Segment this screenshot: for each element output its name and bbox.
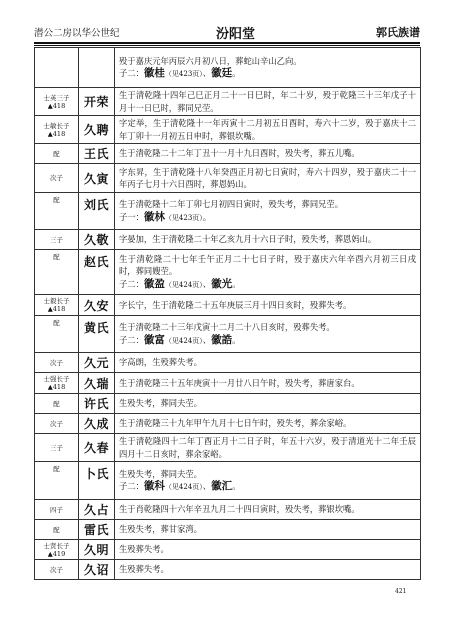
relation-cell xyxy=(35,373,79,394)
child-name: 徽光 xyxy=(211,277,233,290)
table-row xyxy=(35,295,421,316)
table-row xyxy=(35,144,421,164)
relation-label: 配 xyxy=(53,399,60,408)
children-prefix: 子二： xyxy=(119,68,144,78)
biography-text: 生于清乾隆二十二年丁丑十一月十九日酉时，殁失考，葬五儿嘴。 xyxy=(119,148,360,159)
relation-label: 士强长子 xyxy=(43,375,70,383)
relation-label: 次子 xyxy=(50,174,63,182)
biography-cell xyxy=(115,295,421,316)
child-name: 徽桂 xyxy=(143,67,165,79)
table-row xyxy=(35,462,421,500)
header-left: 潜公二房以华公世纪 xyxy=(34,28,120,39)
table-row xyxy=(35,164,421,193)
biography-text: 生于肖乾隆四十六年辛丑九月二十四日寅时，殁失考，葬银坎嘴。 xyxy=(119,504,360,515)
table-row xyxy=(35,373,421,394)
relation-cell xyxy=(35,520,79,540)
biography-text: 生殁葬失考。 xyxy=(119,564,169,575)
generation-ref: ▲419 xyxy=(47,549,66,558)
biography-text: 生于清乾隆十二年丁卯七月初四日寅时，殁失考，葬同兄茔。 xyxy=(119,199,344,209)
person-name: 卜氏 xyxy=(79,462,115,500)
biography-cell xyxy=(115,88,421,116)
page-reference: （见424页） xyxy=(164,483,203,491)
biography-text: 生于清乾隆十四年己巳正月二十一日巳时，年二十岁，殁于乾隆三十三年戊子十月十一日巳时，葬同兄茔。 xyxy=(119,90,416,113)
biography-text: 生于清乾隆四十二年丁酉正月十二日子时，年五十六岁，殁于清道光十二年壬辰四月十二日亥时，葬余家峪。 xyxy=(119,436,416,459)
person-name: 久明 xyxy=(79,540,115,560)
table-row xyxy=(35,250,421,295)
genealogy-table xyxy=(34,47,421,580)
child-name: 徽廷 xyxy=(211,67,233,79)
generation-ref: ▲418 xyxy=(47,305,66,313)
biography-text: 字高朗，生殁葬失考。 xyxy=(119,357,202,368)
children-separator: 、 xyxy=(202,481,212,491)
header-right: 郭氏族谱 xyxy=(376,26,420,39)
biography-text: 殁于嘉庆元年丙辰六月初八日，葬蛇山辛山乙向。 xyxy=(119,55,302,66)
children-separator: 、 xyxy=(202,68,212,78)
biography-text: 生殁失考，葬同夫茔。 xyxy=(119,398,202,409)
biography-cell xyxy=(115,560,421,580)
biography-cell xyxy=(115,144,421,164)
biography-text: 生于清乾隆二十七年壬午正月二十七日子时，殁于嘉庆六年辛酉六月初三日戌时，葬同嫂茔。 xyxy=(119,253,416,277)
table-row xyxy=(35,48,421,88)
relation-cell xyxy=(35,295,79,316)
biography-cell xyxy=(115,193,421,230)
biography-cell xyxy=(115,373,421,394)
person-name: 开荣 xyxy=(79,88,115,116)
page-number: 421 xyxy=(395,588,407,595)
relation-cell xyxy=(35,193,79,230)
children-line xyxy=(119,67,416,81)
relation-label: 士英三子 xyxy=(43,93,70,102)
relation-label: 次子 xyxy=(50,565,63,574)
page-reference: （见424页） xyxy=(164,336,203,345)
child-name: 徽盈 xyxy=(143,277,165,290)
relation-label: 配 xyxy=(53,319,60,327)
table-row xyxy=(35,540,421,560)
table-row xyxy=(35,434,421,462)
table-row xyxy=(35,193,421,230)
children-separator: 、 xyxy=(202,334,212,345)
person-name: 赵氏 xyxy=(79,250,115,295)
generation-ref: ▲418 xyxy=(47,101,66,110)
generation-ref: ▲418 xyxy=(47,383,66,391)
biography-cell xyxy=(115,353,421,373)
table-row xyxy=(35,353,421,373)
relation-cell xyxy=(35,116,79,144)
biography-cell xyxy=(115,414,421,434)
biography-cell xyxy=(115,462,421,500)
table-row xyxy=(35,88,421,116)
relation-cell xyxy=(35,500,79,520)
children-prefix: 子一： xyxy=(119,211,144,222)
person-name: 久诏 xyxy=(79,560,115,580)
person-name xyxy=(79,48,115,88)
children-prefix: 子二： xyxy=(119,481,144,491)
relation-label: 次子 xyxy=(50,419,63,428)
relation-cell xyxy=(35,164,79,193)
relation-cell xyxy=(35,316,79,353)
biography-text: 字东昇，生于清乾隆十八年癸酉正月初七日寅时，寿六十四岁，殁于嘉庆二十一年丙子七月十六日酉时，葬恩妈山。 xyxy=(119,166,416,189)
table-row xyxy=(35,316,421,353)
relation-cell xyxy=(35,250,79,295)
children-prefix: 子二： xyxy=(119,278,144,289)
children-end: 。 xyxy=(232,278,241,289)
child-name: 徽科 xyxy=(143,480,165,492)
relation-cell xyxy=(35,540,79,560)
relation-cell xyxy=(35,394,79,414)
page-reference: （见423页） xyxy=(164,213,203,222)
person-name: 久安 xyxy=(79,295,115,316)
table-row xyxy=(35,116,421,144)
children-separator: 、 xyxy=(202,278,212,289)
table-row xyxy=(35,500,421,520)
relation-label: 配 xyxy=(53,149,60,158)
person-name: 王氏 xyxy=(79,144,115,164)
biography-cell xyxy=(115,250,421,295)
relation-label: 三子 xyxy=(50,235,63,244)
page-reference: （见423页） xyxy=(164,70,203,78)
relation-label: 次子 xyxy=(50,358,63,367)
children-prefix: 子二： xyxy=(119,334,144,345)
child-name: 徽林 xyxy=(143,210,165,223)
biography-text: 生于清乾隆三十九年甲午九月十七日午时，殁失考，葬余家峪。 xyxy=(119,418,352,429)
biography-text: 字长宁，生于清乾隆二十五年庚辰三月十四日亥时，殁葬失考。 xyxy=(119,299,352,310)
relation-label: 配 xyxy=(53,253,60,261)
relation-label: 三子 xyxy=(50,443,63,452)
person-name: 许氏 xyxy=(79,394,115,414)
relation-label: 士毅长子 xyxy=(43,297,70,305)
relation-cell xyxy=(35,434,79,462)
children-end: 。 xyxy=(202,211,212,222)
person-name: 久占 xyxy=(79,500,115,520)
biography-cell xyxy=(115,540,421,560)
biography-text: 生殁失考，葬甘家湾。 xyxy=(119,524,202,535)
biography-text: 生于清乾隆二十三年戊寅十二月二十八日亥时，殁葬失考。 xyxy=(119,322,335,332)
biography-text: 生殁葬失考。 xyxy=(119,544,169,555)
biography-text: 生殁失考，葬同夫茔。 xyxy=(119,468,202,479)
relation-label: 配 xyxy=(53,525,60,534)
biography-text: 字晏加，生于清乾隆二十年乙亥九月十六日子时，殁失考，葬恩妈山。 xyxy=(119,234,377,245)
biography-cell xyxy=(115,164,421,193)
biography-cell xyxy=(115,48,421,88)
biography-cell xyxy=(115,434,421,462)
table-row xyxy=(35,414,421,434)
table-row xyxy=(35,230,421,250)
biography-cell xyxy=(115,116,421,144)
relation-cell xyxy=(35,48,79,88)
header-center: 汾阳堂 xyxy=(216,27,256,42)
relation-cell xyxy=(35,353,79,373)
person-name: 久成 xyxy=(79,414,115,434)
person-name: 雷氏 xyxy=(79,520,115,540)
relation-label: 配 xyxy=(53,196,60,204)
header-rule-thin xyxy=(34,45,420,46)
person-name: 久元 xyxy=(79,353,115,373)
child-name: 徽汇 xyxy=(211,480,233,492)
biography-text: 生于清乾隆三十五年庚寅十一月廿八日午时，殁失考，葬唐家台。 xyxy=(119,377,360,388)
person-name: 久聘 xyxy=(79,116,115,144)
relation-cell xyxy=(35,462,79,500)
person-name: 刘氏 xyxy=(79,193,115,230)
children-line xyxy=(119,480,416,494)
relation-label: 四子 xyxy=(50,505,63,514)
child-name: 徽富 xyxy=(143,333,165,346)
relation-label: 士敏长子 xyxy=(43,121,70,130)
generation-ref: ▲418 xyxy=(47,129,66,138)
table-row xyxy=(35,520,421,540)
relation-cell xyxy=(35,144,79,164)
person-name: 黄氏 xyxy=(79,316,115,353)
table-row xyxy=(35,560,421,580)
relation-cell xyxy=(35,230,79,250)
header-rule xyxy=(34,42,420,44)
relation-cell xyxy=(35,88,79,116)
relation-cell xyxy=(35,560,79,580)
children-line xyxy=(119,334,416,348)
biography-cell xyxy=(115,394,421,414)
table-row xyxy=(35,394,421,414)
biography-text: 字定举，生于清乾隆十一年丙寅十二月初五日酉时，寿六十二岁，殁于嘉庆十二年丁卯十一月初五日申时，葬银坎嘴。 xyxy=(119,118,416,141)
person-name: 久敬 xyxy=(79,230,115,250)
biography-cell xyxy=(115,230,421,250)
person-name: 久春 xyxy=(79,434,115,462)
biography-cell xyxy=(115,500,421,520)
child-name: 徽誥 xyxy=(211,333,233,346)
relation-label: 士贤长子 xyxy=(43,541,70,550)
page-reference: （见424页） xyxy=(164,280,203,289)
children-line xyxy=(119,211,416,225)
biography-cell xyxy=(115,520,421,540)
children-end: 。 xyxy=(232,334,241,345)
page-header xyxy=(34,20,420,42)
children-end: 。 xyxy=(232,68,241,78)
person-name: 久寅 xyxy=(79,164,115,193)
biography-cell xyxy=(115,316,421,353)
relation-label: 配 xyxy=(53,465,60,473)
person-name: 久瑞 xyxy=(79,373,115,394)
children-end: 。 xyxy=(232,481,241,491)
children-line xyxy=(119,278,416,292)
relation-cell xyxy=(35,414,79,434)
